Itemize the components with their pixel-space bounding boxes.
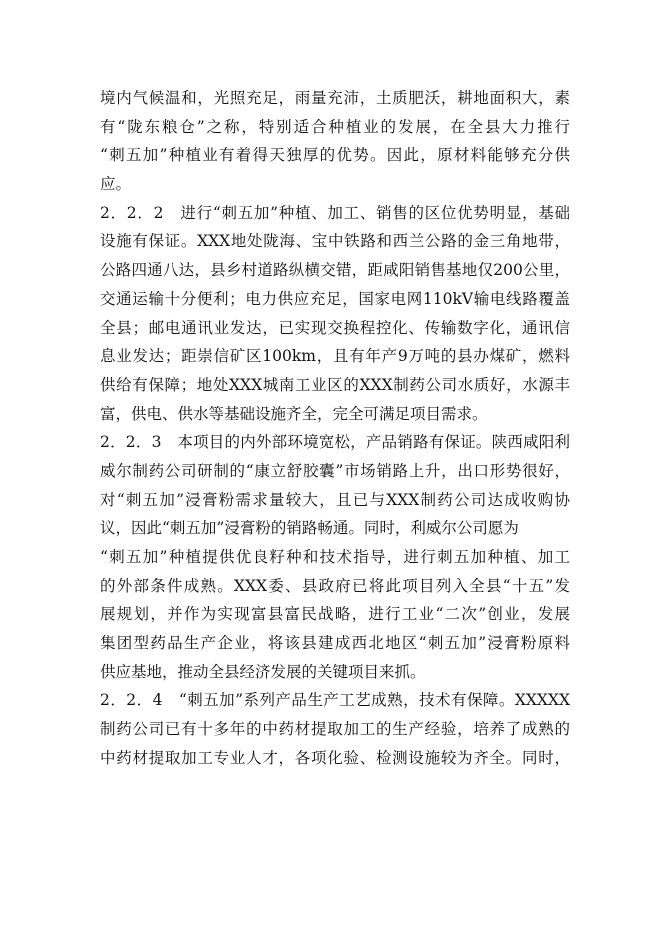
text-line: 交通运输十分便利；电力供应充足，国家电网110kV输电线路覆盖 (100, 289, 570, 308)
text-line: 展规划，并作为实现富县富民战略，进行工业“二次”创业，发展 (100, 605, 570, 624)
text-line: 中药材提取加工专业人才，各项化验、检测设施较为齐全。同时， (100, 748, 570, 767)
text-line: 设施有保证。XXX地处陇海、宝中铁路和西兰公路的金三角地带， (100, 232, 570, 251)
text-line: 息业发达；距崇信矿区100km，且有年产9万吨的县办煤矿，燃料 (100, 347, 570, 366)
text-line: 富，供电、供水等基础设施齐全，完全可满足项目需求。 (100, 404, 488, 423)
section-heading-2-2-3: 2．2．3 本项目的内外部环境宽松，产品销路有保证。陕西咸阳利 (100, 433, 570, 452)
section-heading-2-2-4: 2．2．4 “刺五加”系列产品生产工艺成熟，技术有保障。XXXXX (100, 691, 570, 710)
text-line: 供应基地，推动全县经济发展的关键项目来抓。 (100, 662, 426, 681)
text-line: 议，因此“刺五加”浸膏粉的销路畅通。同时，利威尔公司愿为 (100, 519, 519, 538)
text-line: 集团型药品生产企业，将该县建成西北地区“刺五加”浸膏粉原料 (100, 634, 570, 653)
text-line: 对“刺五加”浸膏粉需求量较大，且已与XXX制药公司达成收购协 (100, 490, 570, 509)
text-line: 供给有保障；地处XXX城南工业区的XXX制药公司水质好，水源丰 (100, 375, 570, 394)
text-line: “刺五加”种植提供优良籽种和技术指导，进行刺五加种植、加工 (100, 548, 570, 566)
text-line: 制药公司已有十多年的中药材提取加工的生产经验，培养了成熟的 (100, 720, 570, 739)
text-line: “刺五加”种植业有着得天独厚的优势。因此，原材料能够充分供 (100, 146, 570, 165)
text-line: 公路四通八达，县乡村道路纵横交错，距咸阳销售基地仅200公里， (100, 261, 570, 280)
text-line: 境内气候温和，光照充足，雨量充沛，土质肥沃，耕地面积大，素 (100, 89, 570, 107)
text-line: 威尔制药公司研制的“康立舒胶囊”市场销路上升，出口形势很好， (100, 461, 570, 480)
text-line: 有“陇东粮仓”之称，特别适合种植业的发展，在全县大力推行 (100, 117, 570, 136)
text-line: 全县；邮电通讯业发达，已实现交换程控化、传输数字化，通讯信 (100, 318, 570, 337)
body-text (100, 84, 570, 773)
section-heading-2-2-2: 2．2．2 进行“刺五加”种植、加工、销售的区位优势明显，基础 (100, 203, 570, 222)
text-line: 的外部条件成熟。XXX委、县政府已将此项目列入全县“十五”发 (100, 576, 570, 595)
text-line: 应。 (100, 175, 132, 194)
